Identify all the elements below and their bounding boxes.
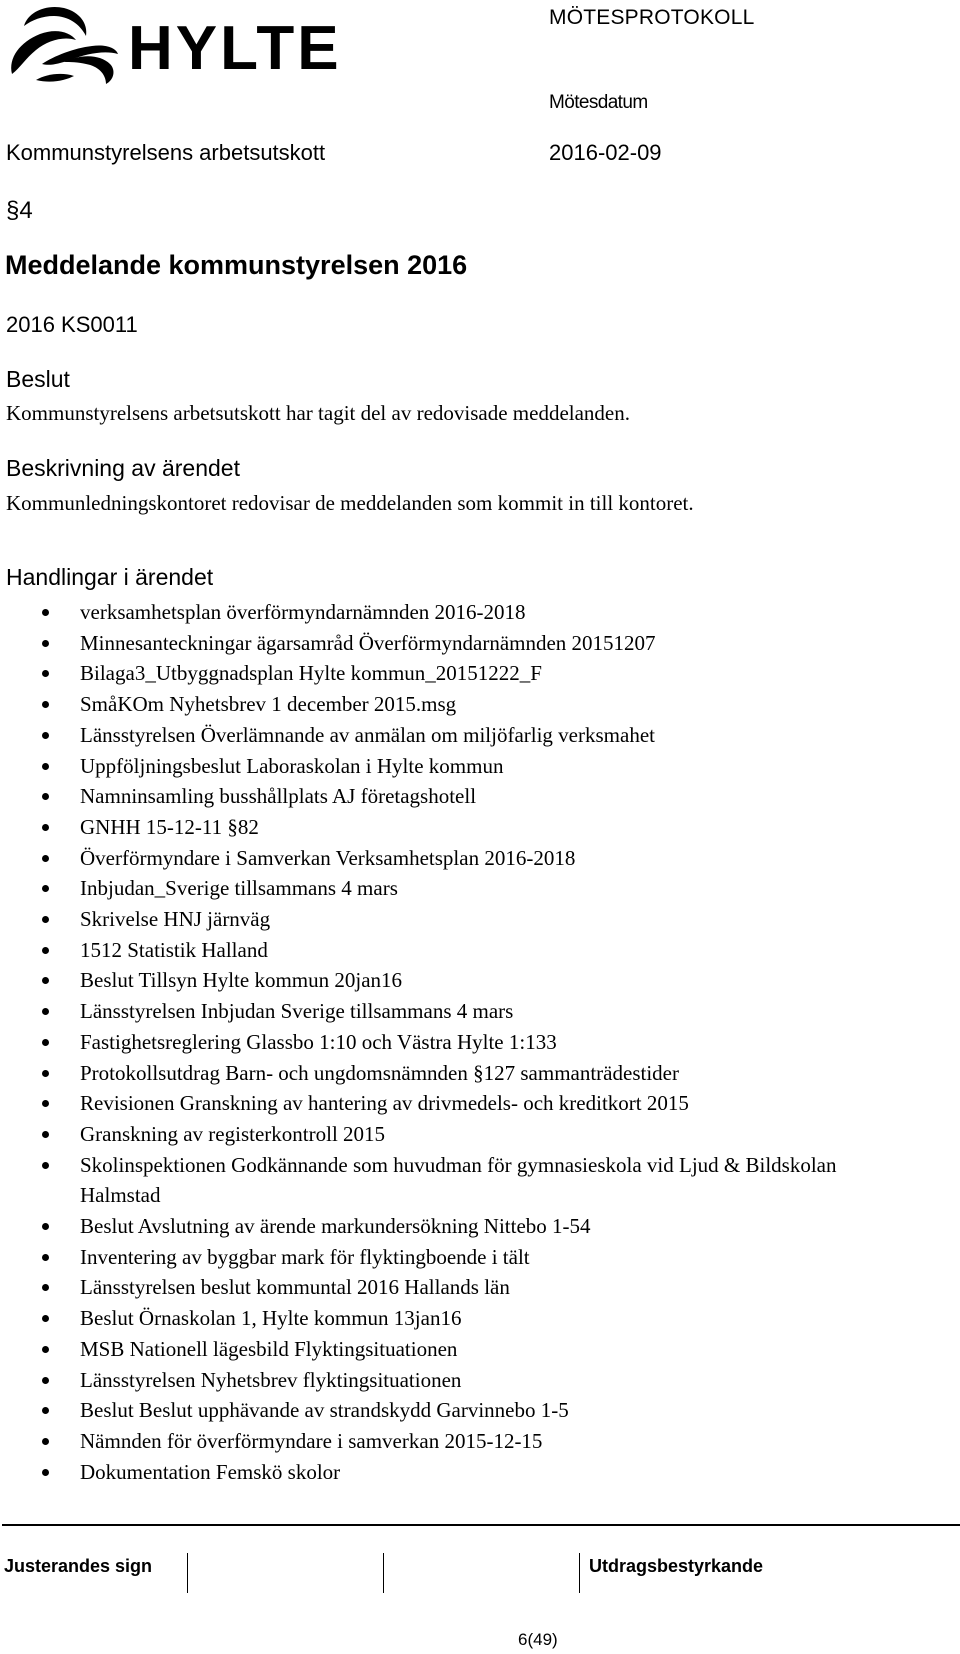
document-title: GNHH 15-12-11 §82	[80, 814, 259, 839]
bullet-icon	[42, 609, 49, 616]
document-title: SmåKOm Nyhetsbrev 1 december 2015.msg	[80, 692, 457, 717]
document-title: Fastighetsreglering Glassbo 1:10 och Västra Hylte 1:133	[80, 1029, 557, 1054]
bullet-icon	[42, 855, 49, 862]
document-title: Skrivelse HNJ järnväg	[80, 907, 271, 932]
document-title: Namninsamling busshållplats AJ företagshotell	[80, 784, 477, 809]
document-list-item	[0, 1272, 880, 1303]
document-title: Nämnden för överförmyndare i samverkan 2015-12-15	[80, 1428, 543, 1453]
document-list-item	[0, 1303, 880, 1334]
bullet-icon	[42, 1284, 49, 1291]
document-list-item	[0, 597, 880, 628]
document-title: Beslut Beslut upphävande av strandskydd Garvinnebo 1-5	[80, 1398, 569, 1423]
bullet-icon	[42, 701, 49, 708]
document-title: Granskning av registerkontroll 2015	[80, 1121, 386, 1146]
document-list-item	[0, 658, 880, 689]
document-title: Beslut Tillsyn Hylte kommun 20jan16	[80, 968, 403, 993]
bullet-icon	[42, 1315, 49, 1322]
bullet-icon	[42, 1377, 49, 1384]
document-title: Inbjudan_Sverige tillsammans 4 mars	[80, 876, 398, 901]
document-title: Bilaga3_Utbyggnadsplan Hylte kommun_20151222_F	[80, 661, 542, 686]
bullet-icon	[42, 1407, 49, 1414]
document-list-item	[0, 751, 880, 782]
bullet-icon	[42, 1162, 49, 1169]
document-list-item	[0, 1426, 880, 1457]
document-title: Protokollsutdrag Barn- och ungdomsnämnden §127 sammanträdestider	[80, 1060, 679, 1085]
document-list-item	[0, 935, 880, 966]
document-list-item	[0, 996, 880, 1027]
bullet-icon	[42, 1100, 49, 1107]
document-list-item	[0, 781, 880, 812]
decision-label: Beslut	[6, 366, 70, 392]
hylte-logo	[6, 2, 346, 88]
document-list-item	[0, 689, 880, 720]
signature-box-divider	[187, 1553, 188, 1593]
document-list-item	[0, 1150, 880, 1211]
case-number: 2016 KS0011	[6, 312, 138, 337]
document-type: MÖTESPROTOKOLL	[549, 6, 755, 29]
section-heading: Meddelande kommunstyrelsen 2016	[5, 250, 468, 280]
bullet-icon	[42, 763, 49, 770]
footer-divider	[2, 1524, 960, 1526]
bullet-icon	[42, 1039, 49, 1046]
page-number: 6(49)	[518, 1630, 558, 1649]
logo-text: HYLTE	[128, 14, 342, 83]
bullet-icon	[42, 1070, 49, 1077]
document-title: Dokumentation Femskö skolor	[80, 1459, 341, 1484]
document-title: Inventering av byggbar mark för flyktingboende i tält	[80, 1244, 530, 1269]
description-text: Kommunledningskontoret redovisar de meddelanden som kommit in till kontoret.	[6, 491, 694, 515]
document-list-item	[0, 812, 880, 843]
documents-list	[0, 597, 960, 1487]
document-list-item	[0, 1457, 880, 1488]
document-title: 1512 Statistik Halland	[80, 937, 268, 962]
bullet-icon	[42, 824, 49, 831]
document-list-item	[0, 1365, 880, 1396]
bullet-icon	[42, 1131, 49, 1138]
signature-box-divider	[383, 1553, 384, 1593]
bullet-icon	[42, 793, 49, 800]
committee-name: Kommunstyrelsens arbetsutskott	[6, 140, 326, 165]
document-title: Länsstyrelsen beslut kommuntal 2016 Hallands län	[80, 1275, 510, 1300]
decision-text: Kommunstyrelsens arbetsutskott har tagit del av redovisade meddelanden.	[6, 401, 631, 425]
document-title: Länsstyrelsen Inbjudan Sverige tillsammans 4 mars	[80, 999, 514, 1024]
document-list-item	[0, 1395, 880, 1426]
extract-certification-label: Utdragsbestyrkande	[589, 1556, 764, 1576]
meeting-date-label: Mötesdatum	[549, 92, 648, 113]
document-list-item	[0, 1211, 880, 1242]
bullet-icon	[42, 732, 49, 739]
document-title: Minnesanteckningar ägarsamråd Överförmyndarnämnden 20151207	[80, 630, 656, 655]
document-list-item	[0, 1334, 880, 1365]
bullet-icon	[42, 1469, 49, 1476]
bullet-icon	[42, 640, 49, 647]
bullet-icon	[42, 1223, 49, 1230]
document-title: Revisionen Granskning av hantering av drivmedels- och kreditkort 2015	[80, 1091, 689, 1116]
paragraph-number: §4	[6, 197, 33, 224]
bullet-icon	[42, 977, 49, 984]
document-title: Länsstyrelsen Nyhetsbrev flyktingsituationen	[80, 1367, 462, 1392]
document-title: verksamhetsplan överförmyndarnämnden 2016-2018	[80, 600, 526, 624]
bullet-icon	[42, 1438, 49, 1445]
document-title: Länsstyrelsen Överlämnande av anmälan om miljöfarlig verksmahet	[80, 722, 655, 747]
document-title: MSB Nationell lägesbild Flyktingsituationen	[80, 1336, 458, 1361]
document-list-item	[0, 1242, 880, 1273]
document-list-item	[0, 628, 880, 659]
document-list-item	[0, 1027, 880, 1058]
description-label: Beskrivning av ärendet	[6, 455, 240, 481]
signature-box-divider	[579, 1553, 580, 1593]
document-title: Beslut Örnaskolan 1, Hylte kommun 13jan16	[80, 1306, 462, 1331]
document-list-item	[0, 720, 880, 751]
bullet-icon	[42, 1254, 49, 1261]
document-title: Överförmyndare i Samverkan Verksamhetsplan 2016-2018	[80, 845, 576, 870]
document-list-item	[0, 904, 880, 935]
document-list-item	[0, 1088, 880, 1119]
signature-label: Justerandes sign	[4, 1556, 153, 1576]
bullet-icon	[42, 947, 49, 954]
document-list-item	[0, 1119, 880, 1150]
bullet-icon	[42, 885, 49, 892]
bullet-icon	[42, 1008, 49, 1015]
document-list-item	[0, 1058, 880, 1089]
document-title: Skolinspektionen Godkännande som huvudman för gymnasieskola vid Ljud & Bildskolan Halmstad	[80, 1152, 837, 1208]
hylte-emblem-icon	[11, 7, 118, 84]
document-list-item	[0, 843, 880, 874]
bullet-icon	[42, 1346, 49, 1353]
document-title: Uppföljningsbeslut Laboraskolan i Hylte kommun	[80, 753, 504, 778]
document-list-item	[0, 873, 880, 904]
bullet-icon	[42, 670, 49, 677]
document-list-item	[0, 965, 880, 996]
bullet-icon	[42, 916, 49, 923]
meeting-date-value: 2016-02-09	[549, 140, 662, 165]
documents-label: Handlingar i ärendet	[6, 564, 214, 590]
document-title: Beslut Avslutning av ärende markundersökning Nittebo 1-54	[80, 1214, 591, 1239]
